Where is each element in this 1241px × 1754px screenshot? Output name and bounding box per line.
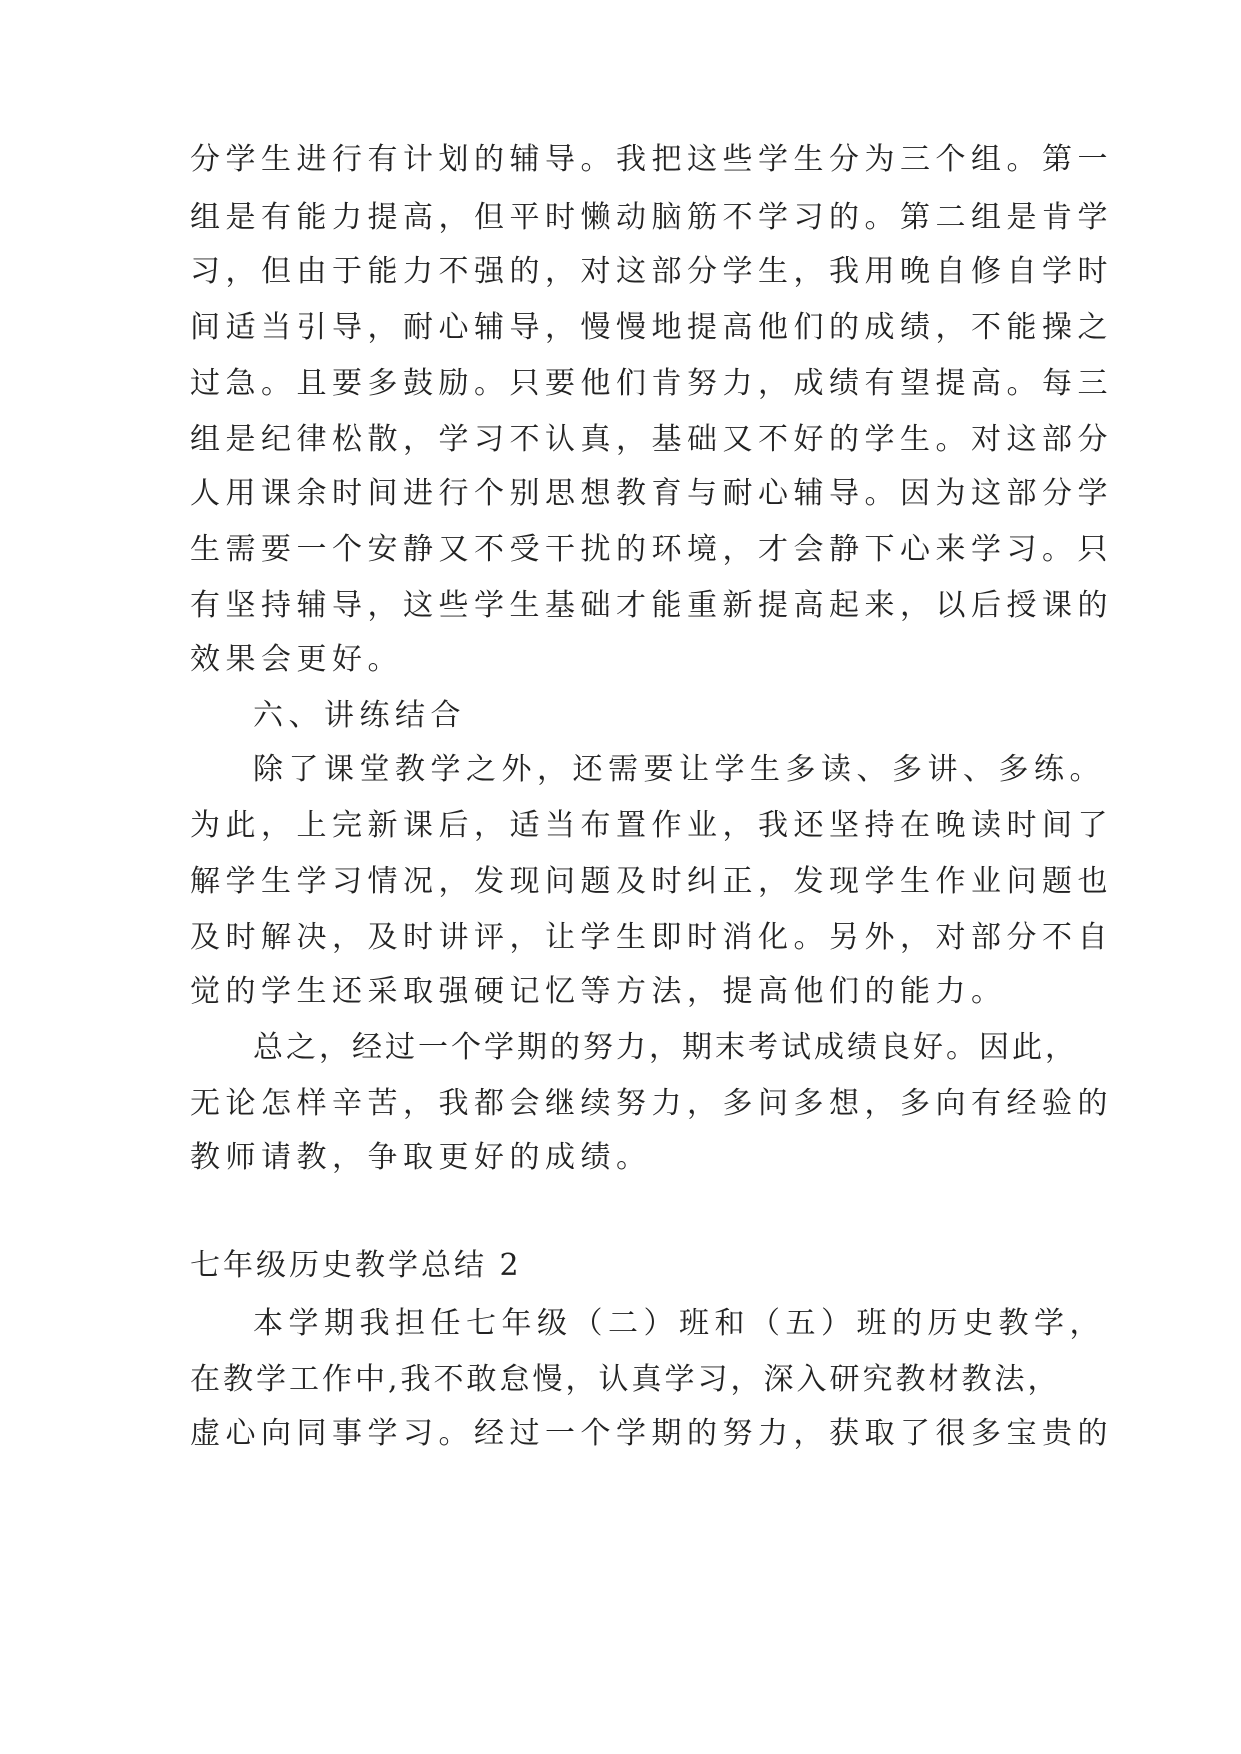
- text-line: 有坚持辅导，这些学生基础才能重新提高起来，以后授课的: [190, 588, 1113, 623]
- text-line: 人用课余时间进行个别思想教育与耐心辅导。因为这部分学: [190, 476, 1113, 511]
- text-line: 总之，经过一个学期的努力，期末考试成绩良好。因此，: [253, 1030, 1078, 1065]
- document-subtitle: 七年级历史教学总结 2: [190, 1248, 522, 1283]
- text-line: 除了课堂教学之外，还需要让学生多读、多讲、多练。: [253, 752, 1105, 787]
- text-line: 虚心向同事学习。经过一个学期的努力，获取了很多宝贵的: [190, 1416, 1113, 1451]
- text-line: 效果会更好。: [190, 642, 403, 677]
- section-heading: 六、讲练结合: [253, 698, 466, 733]
- text-line: 及时解决，及时讲评，让学生即时消化。另外，对部分不自: [190, 920, 1113, 955]
- text-line: 生需要一个安静又不受干扰的环境，才会静下心来学习。只: [190, 532, 1113, 567]
- text-line: 为此，上完新课后，适当布置作业，我还坚持在晚读时间了: [190, 808, 1113, 843]
- text-line: 组是有能力提高，但平时懒动脑筋不学习的。第二组是肯学: [190, 200, 1113, 235]
- text-line: 教师请教，争取更好的成绩。: [190, 1140, 652, 1175]
- text-line: 觉的学生还采取强硬记忆等方法，提高他们的能力。: [190, 974, 1007, 1009]
- text-line: 习，但由于能力不强的，对这部分学生，我用晚自修自学时: [190, 254, 1113, 289]
- text-line: 无论怎样辛苦，我都会继续努力，多问多想，多向有经验的: [190, 1086, 1113, 1121]
- text-line: 在教学工作中,我不敢怠慢，认真学习，深入研究教材教法，: [190, 1362, 1061, 1397]
- text-line: 本学期我担任七年级（二）班和（五）班的历史教学，: [253, 1306, 1105, 1341]
- text-line: 解学生学习情况，发现问题及时纠正，发现学生作业问题也: [190, 864, 1113, 899]
- text-line: 组是纪律松散，学习不认真，基础又不好的学生。对这部分: [190, 422, 1113, 457]
- text-line: 分学生进行有计划的辅导。我把这些学生分为三个组。第一: [190, 142, 1113, 177]
- text-line: 间适当引导，耐心辅导，慢慢地提高他们的成绩，不能操之: [190, 310, 1113, 345]
- text-line: 过急。且要多鼓励。只要他们肯努力，成绩有望提高。每三: [190, 366, 1113, 401]
